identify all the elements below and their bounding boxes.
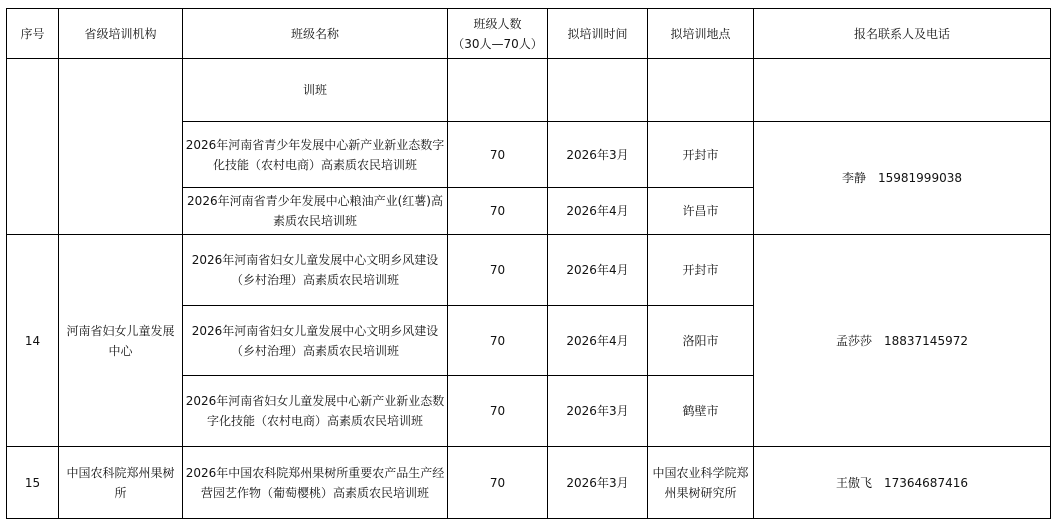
class-name-cell: 2026年河南省妇女儿童发展中心文明乡风建设（乡村治理）高素质农民培训班	[183, 306, 448, 376]
table-row	[7, 59, 1051, 122]
time-cell: 2026年4月	[548, 235, 648, 306]
seq-cell: 14	[7, 235, 59, 447]
training-class-table	[6, 8, 1051, 519]
class-name-cell: 2026年河南省青少年发展中心新产业新业态数字化技能（农村电商）高素质农民培训班	[183, 122, 448, 188]
time-cell: 2026年3月	[548, 376, 648, 447]
contact-cell: 李静 15981999038	[754, 122, 1051, 235]
size-cell-empty	[448, 59, 548, 122]
table-row	[7, 447, 1051, 519]
place-cell: 中国农业科学院郑州果树研究所	[648, 447, 754, 519]
class-name-cell: 训班	[183, 59, 448, 122]
class-name-cell: 2026年河南省妇女儿童发展中心新产业新业态数字化技能（农村电商）高素质农民培训班	[183, 376, 448, 447]
header-seq: 序号	[7, 9, 59, 59]
contact-cell-empty	[754, 59, 1051, 122]
time-cell: 2026年3月	[548, 122, 648, 188]
contact-cell: 王傲飞 17364687416	[754, 447, 1051, 519]
header-size-line1: 班级人数	[473, 16, 522, 31]
header-row	[7, 9, 1051, 59]
contact-cell: 孟莎莎 18837145972	[754, 235, 1051, 447]
seq-cell: 15	[7, 447, 59, 519]
org-cell: 中国农科院郑州果树所	[59, 447, 183, 519]
time-cell: 2026年3月	[548, 447, 648, 519]
header-time: 拟培训时间	[548, 9, 648, 59]
time-cell: 2026年4月	[548, 306, 648, 376]
header-place: 拟培训地点	[648, 9, 754, 59]
time-cell: 2026年4月	[548, 188, 648, 235]
size-cell: 70	[448, 235, 548, 306]
size-cell: 70	[448, 122, 548, 188]
place-cell: 鹤壁市	[648, 376, 754, 447]
header-size-line2: （30人—70人）	[452, 36, 543, 51]
place-cell: 洛阳市	[648, 306, 754, 376]
seq-cell-empty	[7, 59, 59, 235]
org-cell: 河南省妇女儿童发展中心	[59, 235, 183, 447]
place-cell: 许昌市	[648, 188, 754, 235]
header-class-name: 班级名称	[183, 9, 448, 59]
time-cell-empty	[548, 59, 648, 122]
size-cell: 70	[448, 447, 548, 519]
table-row	[7, 235, 1051, 306]
header-contact: 报名联系人及电话	[754, 9, 1051, 59]
class-name-cell: 2026年河南省妇女儿童发展中心文明乡风建设（乡村治理）高素质农民培训班	[183, 235, 448, 306]
place-cell: 开封市	[648, 235, 754, 306]
size-cell: 70	[448, 188, 548, 235]
class-name-cell: 2026年河南省青少年发展中心粮油产业(红薯)高素质农民培训班	[183, 188, 448, 235]
class-name-cell: 2026年中国农科院郑州果树所重要农产品生产经营园艺作物（葡萄樱桃）高素质农民培训班	[183, 447, 448, 519]
org-cell-empty	[59, 59, 183, 235]
size-cell: 70	[448, 306, 548, 376]
header-org: 省级培训机构	[59, 9, 183, 59]
place-cell: 开封市	[648, 122, 754, 188]
header-size	[448, 9, 548, 59]
size-cell: 70	[448, 376, 548, 447]
place-cell-empty	[648, 59, 754, 122]
